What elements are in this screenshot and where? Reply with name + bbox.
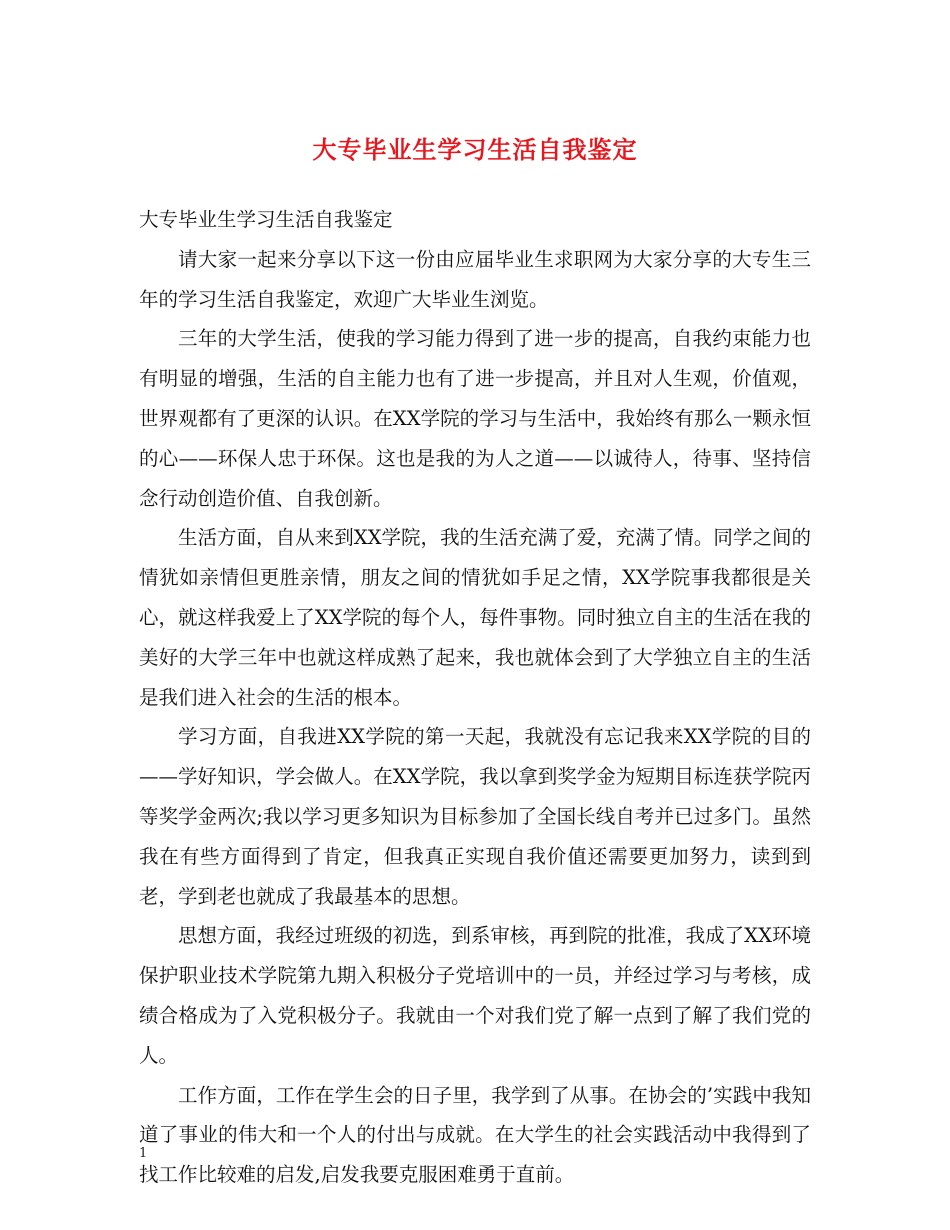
paragraph-study: 学习方面，自我进XX学院的第一天起，我就没有忘记我来XX学院的目的——学好知识，学会做人。在XX学院，我以拿到奖学金为短期目标连获学院丙等奖学金两次;我以学习更多知识为目标参加了全国长线自考并已过多门。虽然我在有些方面得到了肯定，但我真正实现自我价值还需要更加努力，读到到老，学到老也就成了我最基本的思想。	[139, 725, 811, 908]
page-number: 1	[139, 1146, 148, 1161]
document-title: 大专毕业生学习生活自我鉴定	[312, 135, 638, 164]
paragraph-life: 生活方面，自从来到XX学院，我的生活充满了爱，充满了情。同学之间的情犹如亲情但更胜亲情，朋友之间的情犹如手足之情，XX学院事我都很是关心，就这样我爱上了XX学院的每个人，每件事物。同时独立自主的生活在我的美好的大学三年中也就这样成熟了起来，我也就体会到了大学独立自主的生活是我们进入社会的生活的根本。	[139, 526, 811, 709]
paragraph-thought: 思想方面，我经过班级的初选，到系审核，再到院的批准，我成了XX环境保护职业技术学院第九期入积极分子党培训中的一员，并经过学习与考核，成绩合格成为了入党积极分子。我就由一个对我们党了解一点到了解了我们党的人。	[139, 924, 811, 1067]
paragraph-work: 工作方面，工作在学生会的日子里，我学到了从事。在协会的’实践中我知道了事业的伟大和一个人的付出与成就。在大学生的社会实践活动中我得到了找工作比较难的启发,启发我要克服困难勇于直前。	[139, 1083, 811, 1187]
paragraph-overview: 三年的大学生活，使我的学习能力得到了进一步的提高，自我约束能力也有明显的增强，生活的自主能力也有了进一步提高，并且对人生观，价值观，世界观都有了更深的认识。在XX学院的学习与生活中，我始终有那么一颗永恒的心——环保人忠于环保。这也是我的为人之道——以诚待人，待事、坚持信念行动创造价值、自我创新。	[139, 327, 811, 510]
paragraph-intro: 请大家一起来分享以下这一份由应届毕业生求职网为大家分享的大专生三年的学习生活自我鉴定，欢迎广大毕业生浏览。	[139, 247, 811, 311]
document-body	[139, 200, 811, 1195]
document-subtitle: 大专毕业生学习生活自我鉴定	[139, 208, 393, 231]
